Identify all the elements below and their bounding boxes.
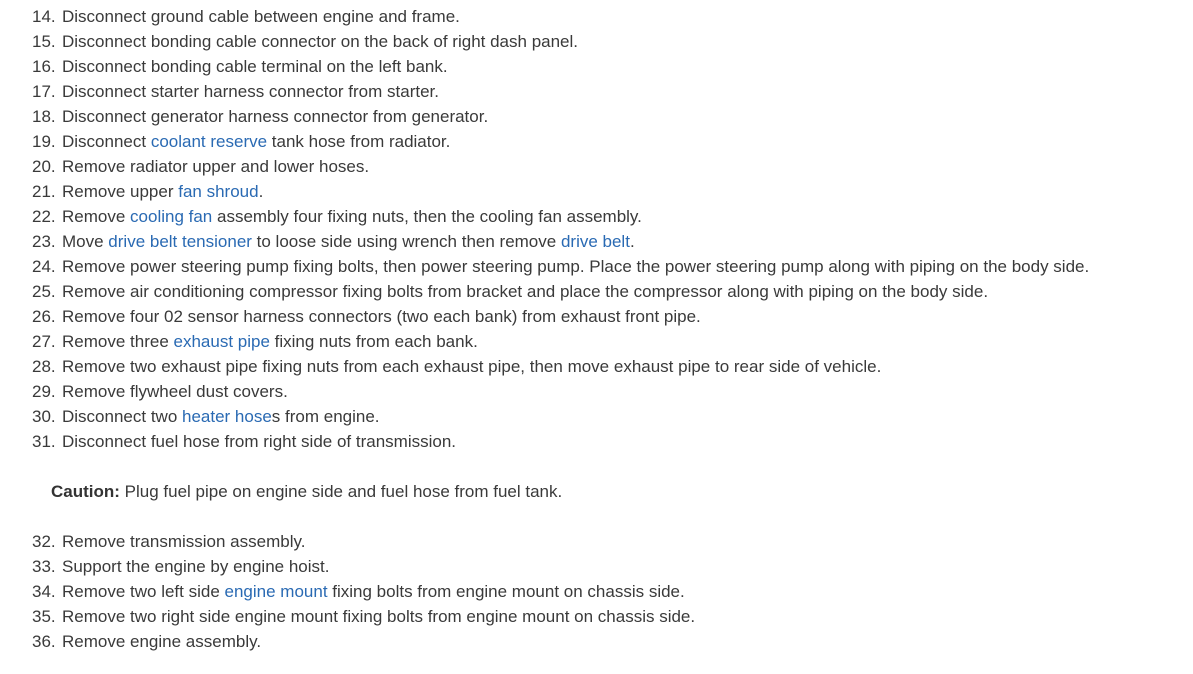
step-text-segment: Disconnect generator harness connector from generator. bbox=[62, 107, 489, 126]
step-text-segment: Disconnect bonding cable terminal on the left bank. bbox=[62, 57, 448, 76]
step-text-segment: . bbox=[629, 232, 635, 251]
step-number: 35. bbox=[32, 607, 56, 626]
drive-belt-tensioner-link[interactable]: drive belt tensioner bbox=[108, 232, 252, 251]
caution-note bbox=[51, 479, 562, 504]
procedure-steps-list bbox=[0, 4, 1193, 454]
step-number: 28. bbox=[32, 357, 56, 376]
step-number: 22. bbox=[32, 207, 56, 226]
step-item bbox=[0, 179, 1193, 204]
step-text-segment: Remove two left side bbox=[62, 582, 225, 601]
step-text bbox=[62, 4, 460, 29]
step-text-segment: fixing nuts from each bank. bbox=[269, 332, 478, 351]
step-item bbox=[0, 279, 1193, 304]
step-text-segment: Remove transmission assembly. bbox=[62, 532, 306, 551]
step-text-segment: Remove flywheel dust covers. bbox=[62, 382, 288, 401]
step-number: 34. bbox=[32, 582, 56, 601]
step-text bbox=[62, 54, 448, 79]
step-text-segment: Disconnect ground cable between engine and frame. bbox=[62, 7, 460, 26]
step-item bbox=[0, 554, 1193, 579]
step-number: 30. bbox=[32, 407, 56, 426]
step-text bbox=[62, 329, 478, 354]
step-text bbox=[62, 554, 329, 579]
step-item bbox=[0, 154, 1193, 179]
heater-hose-link[interactable]: heater hose bbox=[182, 407, 272, 426]
step-text bbox=[62, 404, 380, 429]
step-text bbox=[62, 529, 305, 554]
step-item bbox=[0, 79, 1193, 104]
step-text-segment: Remove air conditioning compressor fixing bolts from bracket and place the compressor along with piping on the body side. bbox=[62, 282, 989, 301]
step-number: 20. bbox=[32, 157, 56, 176]
fan-shroud-link[interactable]: fan shroud bbox=[178, 182, 259, 201]
step-number: 16. bbox=[32, 57, 56, 76]
step-number: 31. bbox=[32, 432, 56, 451]
step-number: 14. bbox=[32, 7, 56, 26]
step-text-segment: Remove two right side engine mount fixing bolts from engine mount on chassis side. bbox=[62, 607, 696, 626]
step-number: 36. bbox=[32, 632, 56, 651]
step-number: 21. bbox=[32, 182, 56, 201]
step-text-segment: tank hose from radiator. bbox=[267, 132, 451, 151]
step-text-segment: to loose side using wrench then remove bbox=[251, 232, 561, 251]
step-text bbox=[62, 579, 685, 604]
step-number: 29. bbox=[32, 382, 56, 401]
step-text bbox=[62, 629, 261, 654]
step-item bbox=[0, 604, 1193, 629]
step-text bbox=[62, 279, 988, 304]
step-text-segment: Remove three bbox=[62, 332, 174, 351]
step-text-segment: Remove power steering pump fixing bolts, then power steering pump. Place the power steering pump along with piping on the body side. bbox=[62, 257, 1090, 276]
step-text-segment: Support the engine by engine hoist. bbox=[62, 557, 330, 576]
step-item bbox=[0, 404, 1193, 429]
step-text-segment: Remove radiator upper and lower hoses. bbox=[62, 157, 370, 176]
step-text-segment: Remove four 02 sensor harness connectors (two each bank) from exhaust front pipe. bbox=[62, 307, 701, 326]
step-item bbox=[0, 204, 1193, 229]
step-item bbox=[0, 379, 1193, 404]
step-number: 24. bbox=[32, 257, 56, 276]
step-item bbox=[0, 329, 1193, 354]
step-text bbox=[62, 179, 263, 204]
step-text-segment: s from engine. bbox=[271, 407, 380, 426]
step-text bbox=[62, 104, 488, 129]
step-text-segment: Disconnect two bbox=[62, 407, 182, 426]
step-number: 17. bbox=[32, 82, 56, 101]
step-text bbox=[62, 429, 456, 454]
step-item bbox=[0, 254, 1193, 279]
step-item bbox=[0, 354, 1193, 379]
step-text bbox=[62, 29, 578, 54]
step-text bbox=[62, 604, 695, 629]
caution-label: Caution: bbox=[51, 482, 120, 501]
step-item bbox=[0, 129, 1193, 154]
step-item bbox=[0, 54, 1193, 79]
cooling-fan-link[interactable]: cooling fan bbox=[130, 207, 213, 226]
step-item bbox=[0, 529, 1193, 554]
step-number: 19. bbox=[32, 132, 56, 151]
step-item bbox=[0, 429, 1193, 454]
step-number: 26. bbox=[32, 307, 56, 326]
step-text-segment: Remove engine assembly. bbox=[62, 632, 262, 651]
step-text-segment: fixing bolts from engine mount on chassis side. bbox=[327, 582, 685, 601]
step-text-segment: Remove bbox=[62, 207, 131, 226]
step-number: 15. bbox=[32, 32, 56, 51]
step-number: 25. bbox=[32, 282, 56, 301]
step-item bbox=[0, 629, 1193, 654]
caution-text: Plug fuel pipe on engine side and fuel hose from fuel tank. bbox=[119, 482, 563, 501]
step-text-segment: Disconnect starter harness connector from starter. bbox=[62, 82, 439, 101]
step-item bbox=[0, 29, 1193, 54]
step-number: 27. bbox=[32, 332, 56, 351]
exhaust-pipe-link[interactable]: exhaust pipe bbox=[173, 332, 270, 351]
step-item bbox=[0, 4, 1193, 29]
step-text bbox=[62, 354, 881, 379]
step-text bbox=[62, 229, 635, 254]
step-number: 23. bbox=[32, 232, 56, 251]
step-number: 33. bbox=[32, 557, 56, 576]
drive-belt-link[interactable]: drive belt bbox=[560, 232, 630, 251]
step-text-segment: Move bbox=[62, 232, 109, 251]
step-text bbox=[62, 379, 288, 404]
step-text bbox=[62, 154, 369, 179]
step-text-segment: Remove two exhaust pipe fixing nuts from each exhaust pipe, then move exhaust pipe to rear side of vehicle. bbox=[62, 357, 882, 376]
step-text bbox=[62, 204, 642, 229]
step-text bbox=[62, 304, 701, 329]
step-text-segment: Remove upper bbox=[62, 182, 179, 201]
step-item bbox=[0, 304, 1193, 329]
step-text-segment: Disconnect fuel hose from right side of transmission. bbox=[62, 432, 457, 451]
step-text-segment: . bbox=[258, 182, 264, 201]
step-number: 32. bbox=[32, 532, 56, 551]
step-text-segment: Disconnect bbox=[62, 132, 151, 151]
step-text bbox=[62, 254, 1089, 279]
engine-mount-link[interactable]: engine mount bbox=[224, 582, 328, 601]
step-text bbox=[62, 79, 439, 104]
step-item bbox=[0, 229, 1193, 254]
step-text-segment: assembly four fixing nuts, then the cooling fan assembly. bbox=[212, 207, 642, 226]
step-text-segment: Disconnect bonding cable connector on the back of right dash panel. bbox=[62, 32, 579, 51]
step-number: 18. bbox=[32, 107, 56, 126]
step-text bbox=[62, 129, 450, 154]
step-item bbox=[0, 579, 1193, 604]
step-item bbox=[0, 104, 1193, 129]
procedure-steps-list-continued bbox=[0, 529, 1193, 654]
coolant-reserve-link[interactable]: coolant reserve bbox=[150, 132, 268, 151]
